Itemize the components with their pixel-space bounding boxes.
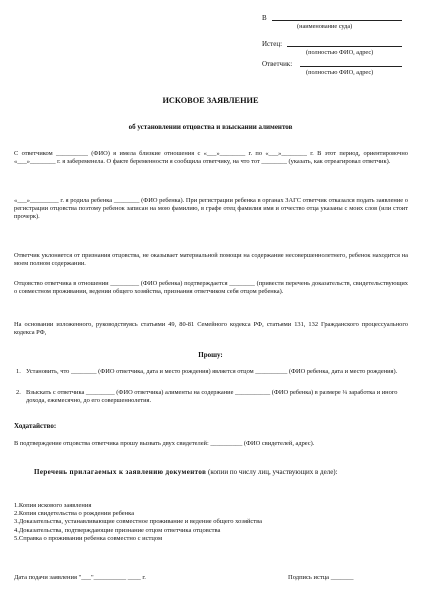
document-title: ИСКОВОЕ ЗАЯВЛЕНИЕ [162, 96, 259, 105]
list-item: 4.Доказательства, подтверждающие признание отцом ответчика отцовства [14, 526, 221, 534]
list-item: 1.Копия искового заявления [14, 502, 92, 509]
plaintiff-signature: Подпись истца _______ [288, 574, 354, 581]
request-text: Взыскать с ответчика _________ (ФИО ответчика) алименты на содержание ___________ (ФИО ребенка) в размере ¼ заработка и иного дохода, ежемесячно, до его совершеннолетия. [26, 389, 398, 405]
defendant-label: Ответчик: [262, 60, 293, 68]
court-hint: (наименование суда) [297, 23, 353, 30]
paragraph-birth: «___»_________ г. я родила ребенка ________ (ФИО ребенка). При регистрации ребенка в органах ЗАГС ответчик отказался подать заявление о регистрации отцовства поэтому ребенок записан на мою фамилию, в графе отец фамилия имя и отчество отца указаны с моих слов (или стоит прочерк). [14, 197, 408, 221]
paragraph-legal-basis: На основании изложенного, руководствуясь статьями 49, 80-81 Семейного кодекса РФ, статьями 131, 132 Гражданского процессуального кодекса РФ, [14, 321, 408, 337]
attachments-block [14, 468, 408, 477]
attachments-heading: Перечень прилагаемых к заявлению документов [34, 468, 207, 476]
defendant-line [300, 66, 402, 67]
document-subtitle: об установлении отцовства и взыскании алиментов [128, 123, 293, 131]
attachments-note: (копии по числу лиц, участвующих в деле): [208, 468, 338, 476]
motion-text: В подтверждение отцовства ответчика прошу вызвать двух свидетелей: __________ (ФИО свидетелей, адрес). [14, 440, 315, 447]
plaintiff-line [287, 46, 402, 47]
paragraph-evidence: Отцовство ответчика в отношении _________ (ФИО ребенка) подтверждается ________ (привести перечень доказательств, свидетельствующих о совместном проживании, ведении общего хозяйства, признания ответчиком себя отцом ребенка). [14, 280, 408, 296]
court-prefix: В [262, 14, 267, 22]
paragraph-evasion: Ответчик уклоняется от признания отцовства, не оказывает материальной помощи на содержание несовершеннолетнего, ребенок находится на моем полном содержании. [14, 252, 408, 268]
request-item-1 [16, 368, 408, 376]
motion-heading: Ходатайство: [14, 422, 57, 430]
filing-date: Дата подачи заявления "___"__________ ____ г. [14, 574, 146, 581]
attachments-list [14, 502, 408, 543]
plaintiff-hint: (полностью ФИО, адрес) [306, 49, 374, 56]
paragraph-relationship: С ответчиком __________ (ФИО) я имела близкие отношения с «___»________ г. по «___»________ г. В этот период, ориентировочно «___»________ г. я забеременела. О факте беременности я сообщила ответчику, на что тот ________ (указать, как отреагировал ответчик). [14, 150, 408, 166]
request-item-2 [16, 389, 408, 405]
request-number: 1. [16, 368, 21, 375]
list-item: 3.Доказательства, устанавливающие совместное проживание и ведение общего хозяйства [14, 518, 263, 526]
list-item: 2.Копия свидетельства о рождении ребенка [14, 510, 135, 518]
court-line [272, 20, 402, 21]
defendant-hint: (полностью ФИО, адрес) [306, 69, 374, 76]
plaintiff-label: Истец: [262, 40, 283, 48]
request-heading: Прошу: [198, 351, 223, 359]
list-item: 5.Справка о проживании ребенка совместно с истцом [14, 534, 163, 542]
request-text: Установить, что ________ (ФИО ответчика, дата и место рождения) является отцом __________ (ФИО ребенка, дата и место рождения). [26, 368, 398, 375]
request-number: 2. [16, 389, 21, 396]
